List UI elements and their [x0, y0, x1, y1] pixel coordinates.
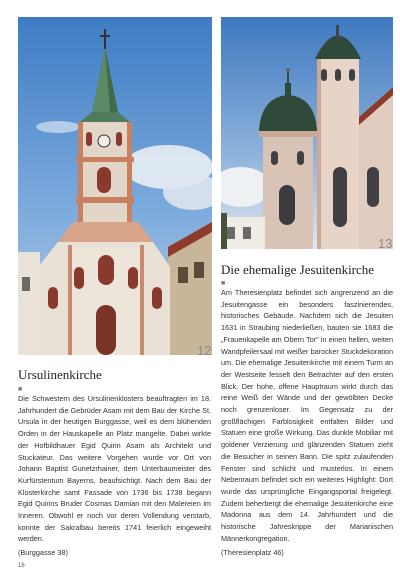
jesuitenkirche-address: (Theresienplatz 46)	[221, 548, 284, 557]
jesuitenkirche-photo	[221, 17, 393, 249]
jesuitenkirche-body: Am Theresienplatz befindet sich angrenzend an die Jesuitengasse ein besonders faszinierendes, historisches Gebäude. Nachdem sich die Jesuiten 1631 in Straubing niederließen, bauten sie 1683 die „Frauenkapelle am Obern Tor" in einen hellen, weiten Wandpfeilersaal mit weißer barocker Stuckdekoration um. Die ehemalige Jesuitenkirche mit einem Turm an der Westseite fesselt den Betrachter auf den ersten Blick. Der hohe, offene Hauptraum wirkt durch das reine Weiß der Wände und der gewölbten Decke noch grenzenloser. Im Gegensatz zu der großflächigen Farblosigkeit entfalten Bilder und Statuen eine große Wirkung. Das dunkle Mobiliar mit goldener Verzierung und glänzenden Statuen zieht die Besucher in seinen Bann. Die spitz zulaufenden Fenster sind schlicht und musterlos. In einem Nebenraum befindet sich ein weiteres Highlight: Dort wurde das ursprüngliche Eingangsportal freigelegt. Zudem beherbergt die ehemalige Jesuitenkirche eine Madonna aus dem 14. Jahrhundert und die historische Jahreskrippe der Marianischen Männerkongregation.	[221, 288, 393, 543]
ursulinenkirche-bullet: ■	[18, 386, 23, 393]
ursulinenkirche-title: Ursulinenkirche	[18, 367, 102, 382]
photo-number-left: 12	[197, 343, 212, 358]
jesuitenkirche-bullet: ■	[221, 280, 226, 287]
page-number: 16	[18, 563, 25, 569]
photo-number-right: 13	[378, 236, 393, 251]
ursulinenkirche-photo	[18, 17, 212, 355]
ursulinenkirche-address: (Burggasse 38)	[18, 548, 68, 557]
jesuitenkirche-illustration	[221, 17, 393, 249]
ursulinenkirche-illustration	[18, 17, 212, 355]
jesuitenkirche-title: Die ehemalige Jesuitenkirche	[221, 262, 375, 277]
ursulinenkirche-body: Die Schwestern des Ursulinenklosters beauftragten im 18. Jahrhundert die Gebrüder Asam mit dem Bau der Kirche St. Ursula in der heutigen Burggasse, weil es dem blühenden Orden in der Hauskapelle an Platz mangelte. Dabei wirkte der Hofbildhauer Egid Quirin Asam als Architekt und Stuckateur. Das weitere Vorgehen wurde vor Ort von Johann Baptist Gunetzrhainer, dem Unterbaumeister des Kurfürstentum Bayerns, beaufsichtigt. Nach dem Bau der Klosterkirche samt Fassade von 1736 bis 1738 begann Egid Quirins Bruder Cosmas Damian mit den Malereien im Inneren. Obwohl er noch vor deren Vollendung verstarb, konnte der Sakralbau bereits 1741 feierlich eingeweiht werden.	[18, 394, 211, 544]
